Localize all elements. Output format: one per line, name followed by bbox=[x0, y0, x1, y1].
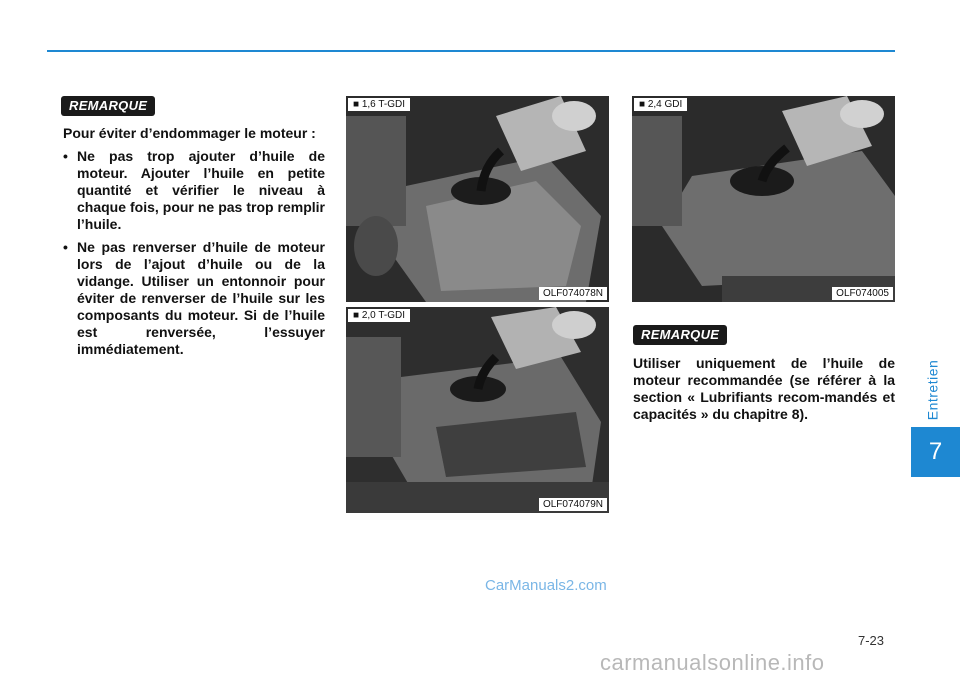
engine-photo-2 bbox=[346, 307, 609, 513]
engine-illustration bbox=[346, 307, 609, 513]
left-column bbox=[63, 125, 325, 364]
footer-watermark: carmanualsonline.info bbox=[600, 650, 825, 675]
image-label: ■ 1,6 T-GDI bbox=[348, 98, 410, 111]
bullet-item: • Ne pas renverser d’huile de moteur lors de l’ajout d’huile ou de la vidange. Utiliser un entonnoir pour éviter de renverser de l’huile sur les composants du moteur. Si de l’huile est renversée, l’essuyer immédiatement. bbox=[63, 239, 325, 358]
engine-illustration bbox=[346, 96, 609, 302]
section-label: Entretien bbox=[924, 359, 941, 421]
image-code: OLF074005 bbox=[832, 287, 893, 300]
bullet-list bbox=[63, 148, 325, 358]
remark-badge-1: REMARQUE bbox=[61, 96, 155, 116]
watermark-link[interactable]: CarManuals2.com bbox=[485, 577, 607, 594]
image-code: OLF074078N bbox=[539, 287, 607, 300]
engine-photo-1 bbox=[346, 96, 609, 302]
header-rule bbox=[47, 50, 895, 52]
right-column bbox=[633, 355, 895, 423]
remark-text: Utiliser uniquement de l’huile de moteur recommandée (se référer à la section « Lubrifiants recom-mandés et capacités » du chapitre 8). bbox=[633, 355, 895, 422]
section-tab bbox=[912, 340, 952, 440]
image-code: OLF074079N bbox=[539, 498, 607, 511]
image-label: ■ 2,4 GDI bbox=[634, 98, 687, 111]
bullet-item: • Ne pas trop ajouter d’huile de moteur. Ajouter l’huile en petite quantité et vérifier le niveau à chaque fois, pour ne pas trop remplir l’huile. bbox=[63, 148, 325, 233]
intro-text: Pour éviter d’endommager le moteur : bbox=[63, 125, 316, 141]
page-number: 7-23 bbox=[858, 633, 885, 648]
remark-badge-2: REMARQUE bbox=[633, 325, 727, 345]
engine-photo-3 bbox=[632, 96, 895, 302]
engine-illustration bbox=[632, 96, 895, 302]
image-label: ■ 2,0 T-GDI bbox=[348, 309, 410, 322]
chapter-badge: 7 bbox=[911, 427, 960, 477]
